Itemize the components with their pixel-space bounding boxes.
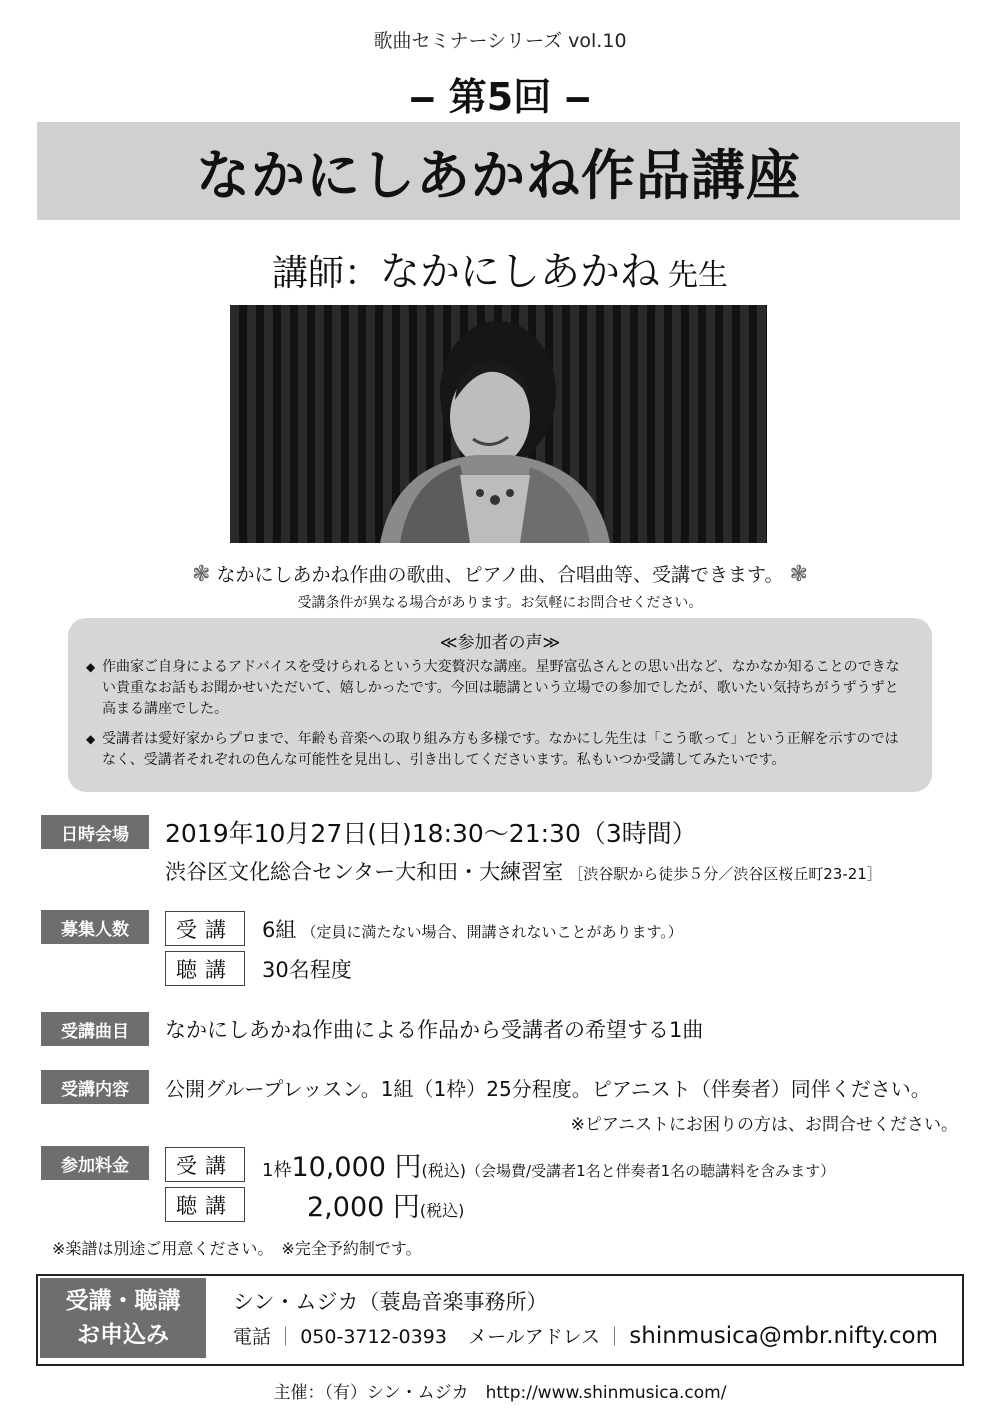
venue-name: 渋谷区文化総合センター大和田・大練習室 xyxy=(165,860,564,884)
lead-text: なかにしあかね作曲の歌曲、ピアノ曲、合唱曲等、受講できます。 xyxy=(216,564,784,586)
venue-note: ［渋谷駅から徒歩５分／渋谷区桜丘町23-21］ xyxy=(568,865,882,883)
contact-box xyxy=(36,1274,964,1366)
lecturer-name: なかにしあかね xyxy=(380,249,660,295)
footer-organizer: 主催：（有）シン・ムジカ http://www.shinmusica.com/ xyxy=(273,1383,727,1403)
portrait-illustration xyxy=(230,305,767,543)
label-fee: 参加料金 xyxy=(41,1146,149,1180)
general-notes: ※楽譜は別途ご用意ください。 ※完全予約制です。 xyxy=(52,1239,422,1258)
diamond-bullet-icon: ◆ xyxy=(86,660,96,674)
lecturer-prefix: 講師： xyxy=(271,253,380,294)
voice-text: 受講者は愛好家からプロまで、年齢も音楽への取り組み方も多様です。なかにし先生は「こう歌って」という正解を示すのではなく、受講者それぞれの色んな可能性を見出し、引き出してくださいます。私もいつか受講してみたいです。 xyxy=(102,731,899,768)
episode-number: ‒ 第5回 ‒ xyxy=(409,75,591,119)
box-audit: 聴講 xyxy=(165,951,245,986)
mail-address[interactable]: shinmusica@mbr.nifty.com xyxy=(629,1323,938,1349)
label-songs: 受講曲目 xyxy=(41,1012,149,1046)
lecturer-suffix: 先生 xyxy=(668,258,728,293)
mail-label: メールアドレス xyxy=(468,1326,601,1348)
box-lesson: 受講 xyxy=(165,911,245,946)
participant-voices-box xyxy=(68,618,932,792)
capacity-lesson-row xyxy=(262,914,683,944)
fee-audit-tax: (税込) xyxy=(419,1201,465,1220)
contact-label-line2: お申込み xyxy=(77,1322,169,1348)
label-datetime: 日時会場 xyxy=(41,815,149,849)
capacity-lesson-value: 6組 xyxy=(262,918,297,942)
intro-note: 受講条件が異なる場合があります。お気軽にお問合せください。 xyxy=(297,595,703,611)
main-title: なかにしあかね作品講座 xyxy=(196,143,801,207)
separator: ｜ xyxy=(605,1326,625,1348)
fee-lesson-prefix: 1枠 xyxy=(262,1160,292,1181)
voice-item xyxy=(68,657,932,720)
lecturer-line xyxy=(0,240,1000,297)
box-fee-audit: 聴講 xyxy=(165,1187,245,1222)
label-capacity: 募集人数 xyxy=(41,910,149,944)
event-date: 2019年10月27日(日)18:30〜21:30（3時間） xyxy=(165,819,697,848)
capacity-lesson-note: （定員に満たない場合、開講されないことがあります。） xyxy=(301,923,683,941)
voices-title: ≪参加者の声≫ xyxy=(439,633,561,653)
voice-text: 作曲家ご自身によるアドバイスを受けられるという大変贅沢な講座。星野富弘さんとの思い出など、なかなか知ることのできない貴重なお話もお聞かせいただいて、嬉しかったです。今回は聴講という立場での参加でしたが、歌いたい気持ちがうずうずと高まる講座でした。 xyxy=(102,659,900,717)
label-content: 受講内容 xyxy=(41,1070,149,1104)
phone-number[interactable]: 050-3712-0393 xyxy=(300,1326,447,1348)
diamond-bullet-icon: ◆ xyxy=(86,732,96,746)
lecturer-photo xyxy=(230,305,767,543)
content-value: 公開グループレッスン。1組（1枠）25分程度。ピアニスト（伴奏者）同伴ください。 xyxy=(165,1077,931,1101)
contact-details xyxy=(233,1322,938,1349)
box-fee-lesson: 受講 xyxy=(165,1147,245,1182)
phone-label: 電話 xyxy=(233,1326,272,1348)
separator: ｜ xyxy=(276,1326,296,1348)
title-banner xyxy=(37,122,960,220)
capacity-audit-value: 30名程度 xyxy=(262,958,352,982)
flower-icon: ❃ xyxy=(789,562,808,587)
contact-org: シン・ムジカ（蓑島音楽事務所） xyxy=(233,1290,548,1314)
fee-lesson-row xyxy=(262,1145,835,1184)
voice-item xyxy=(68,729,932,771)
fee-audit-amount: 2,000 円 xyxy=(307,1192,420,1223)
content-note: ※ピアニストにお困りの方は、お問合せください。 xyxy=(570,1115,958,1135)
lead-text-line xyxy=(0,560,1000,587)
fee-lesson-note: （会場費/受講者1名と伴奏者1名の聴講料を含みます） xyxy=(466,1162,836,1180)
venue-line xyxy=(165,856,882,886)
songs-value: なかにしあかね作曲による作品から受講者の希望する1曲 xyxy=(165,1018,704,1042)
fee-lesson-tax: (税込) xyxy=(421,1161,467,1180)
fee-audit-row xyxy=(307,1185,464,1224)
contact-label-line1: 受講・聴講 xyxy=(65,1288,181,1314)
contact-label xyxy=(40,1278,206,1358)
fee-lesson-amount: 10,000 円 xyxy=(291,1152,422,1183)
flower-icon: ❃ xyxy=(192,562,211,587)
series-title: 歌曲セミナーシリーズ vol.10 xyxy=(373,30,627,52)
